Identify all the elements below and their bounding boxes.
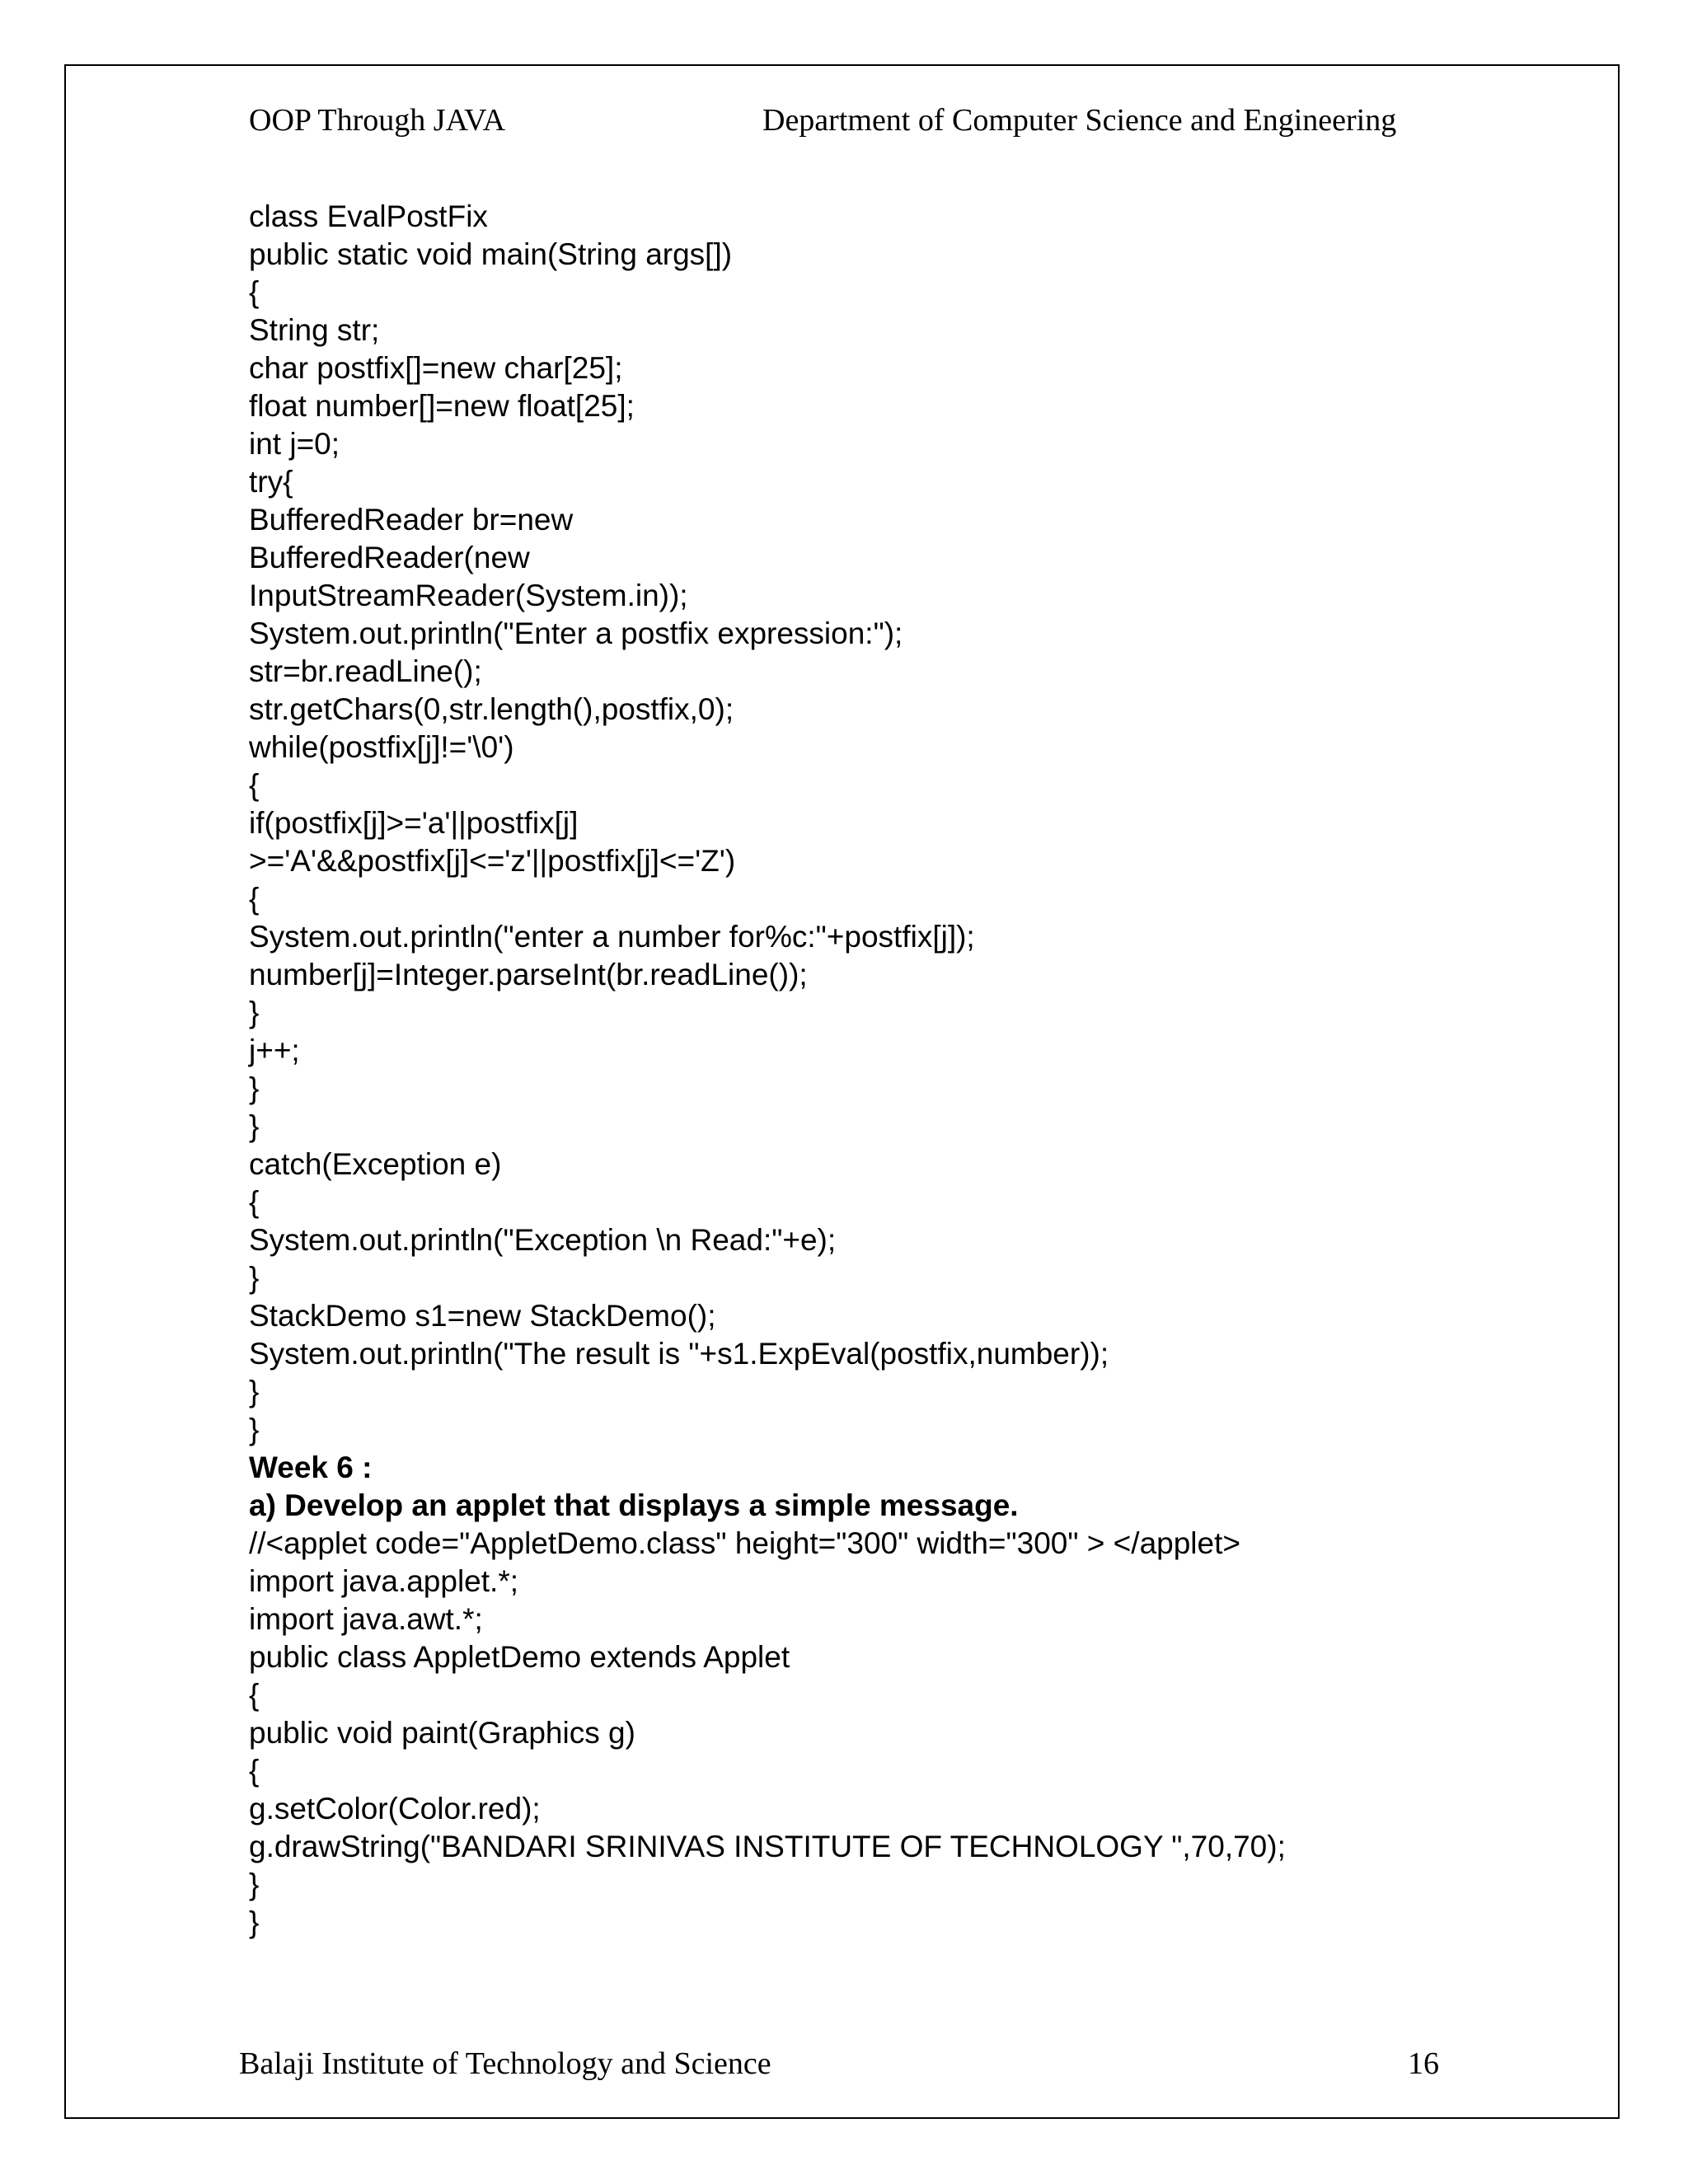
code-line: } [249,1375,260,1408]
code-line: float number[]=new float[25]; [249,389,635,423]
code-line: import java.awt.*; [249,1602,483,1636]
code-line: g.setColor(Color.red); [249,1792,541,1825]
code-line: { [249,1754,260,1788]
code-line: while(postfix[j]!='\0') [249,730,514,764]
section-heading: Week 6 : [249,1451,373,1484]
code-line: str.getChars(0,str.length(),postfix,0); [249,692,734,726]
code-line: try{ [249,465,293,499]
code-line: System.out.println("The result is "+s1.ExpEval(postfix,number)); [249,1337,1109,1371]
code-line: class EvalPostFix [249,199,488,233]
code-line: System.out.println("Enter a postfix expression:"); [249,616,903,650]
code-line: char postfix[]=new char[25]; [249,351,623,385]
header-department: Department of Computer Science and Engineering [762,103,1397,138]
code-line: j++; [249,1033,300,1067]
exercise-heading: a) Develop an applet that displays a simple message. [249,1488,1019,1522]
footer-institution: Balaji Institute of Technology and Science [239,2046,771,2081]
code-line: >='A'&&postfix[j]<='z'||postfix[j]<='Z') [249,844,736,878]
code-line: System.out.println("enter a number for%c:"+postfix[j]); [249,920,975,954]
code-line: } [249,1071,260,1105]
page-number: 16 [1408,2046,1439,2081]
code-line: g.drawString("BANDARI SRINIVAS INSTITUTE OF TECHNOLOGY ",70,70); [249,1830,1286,1863]
code-line: } [249,996,260,1029]
code-listing [249,198,1584,1942]
code-line: public class AppletDemo extends Applet [249,1640,790,1674]
code-line: } [249,1261,260,1295]
code-line: } [249,1905,260,1939]
code-line: public void paint(Graphics g) [249,1716,635,1750]
code-line: { [249,882,260,916]
code-line: //<applet code="AppletDemo.class" height="300" width="300" > </applet> [249,1526,1240,1560]
code-line: InputStreamReader(System.in)); [249,579,688,612]
code-line: String str; [249,313,380,347]
header-course-title: OOP Through JAVA [249,103,506,138]
code-line: { [249,1678,260,1712]
code-line: str=br.readLine(); [249,654,482,688]
code-line: { [249,1185,260,1219]
code-line: public static void main(String args[]) [249,237,733,271]
code-line: } [249,1413,260,1446]
code-line: catch(Exception e) [249,1147,502,1181]
code-line: int j=0; [249,427,340,461]
code-line: number[j]=Integer.parseInt(br.readLine()); [249,958,808,991]
code-line: { [249,768,260,802]
code-line: } [249,1868,260,1901]
code-line: { [249,275,260,309]
code-line: BufferedReader(new [249,541,530,574]
code-line: StackDemo s1=new StackDemo(); [249,1299,716,1333]
code-line: BufferedReader br=new [249,503,574,537]
code-line: if(postfix[j]>='a'||postfix[j] [249,806,579,840]
code-line: System.out.println("Exception \n Read:"+e); [249,1223,837,1257]
code-line: import java.applet.*; [249,1564,519,1598]
code-line: } [249,1109,260,1143]
